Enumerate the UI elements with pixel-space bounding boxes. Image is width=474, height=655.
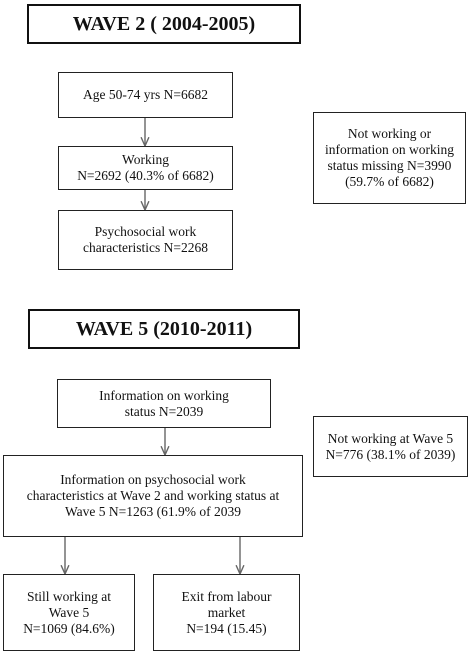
age-box bbox=[58, 72, 233, 118]
info-working-box bbox=[57, 379, 271, 428]
not-working-wave5-box bbox=[313, 416, 468, 477]
not-working-wave2-box bbox=[313, 112, 466, 204]
working-text: Working N=2692 (40.3% of 6682) bbox=[77, 152, 214, 183]
not-working-wave2-text: Not working or information on working status missing N=3990 (59.7% of 6682) bbox=[325, 126, 454, 189]
wave2-header bbox=[27, 4, 301, 44]
wave2-header-label: WAVE 2 ( 2004-2005) bbox=[72, 12, 256, 35]
wave5-header-label: WAVE 5 (2010-2011) bbox=[75, 317, 253, 340]
wave5-header bbox=[28, 309, 300, 349]
info-psychosocial-text: Information on psychosocial work characteristics at Wave 2 and working status at Wave 5 N=1263 (61.9% of 2039 bbox=[26, 472, 280, 519]
working-box bbox=[58, 146, 233, 190]
not-working-wave5-text: Not working at Wave 5 N=776 (38.1% of 2039) bbox=[325, 430, 456, 462]
info-working-text: Information on working status N=2039 bbox=[99, 387, 229, 419]
exit-text: Exit from labour market N=194 (15.45) bbox=[181, 588, 272, 636]
psychosocial-text: Psychosocial work characteristics N=2268 bbox=[83, 224, 208, 255]
still-working-text: Still working at Wave 5 N=1069 (84.6%) bbox=[23, 588, 115, 636]
exit-box bbox=[153, 574, 300, 651]
age-text: Age 50-74 yrs N=6682 bbox=[83, 87, 208, 102]
psychosocial-box bbox=[58, 210, 233, 270]
still-working-box bbox=[3, 574, 135, 651]
info-psychosocial-box bbox=[3, 455, 303, 537]
